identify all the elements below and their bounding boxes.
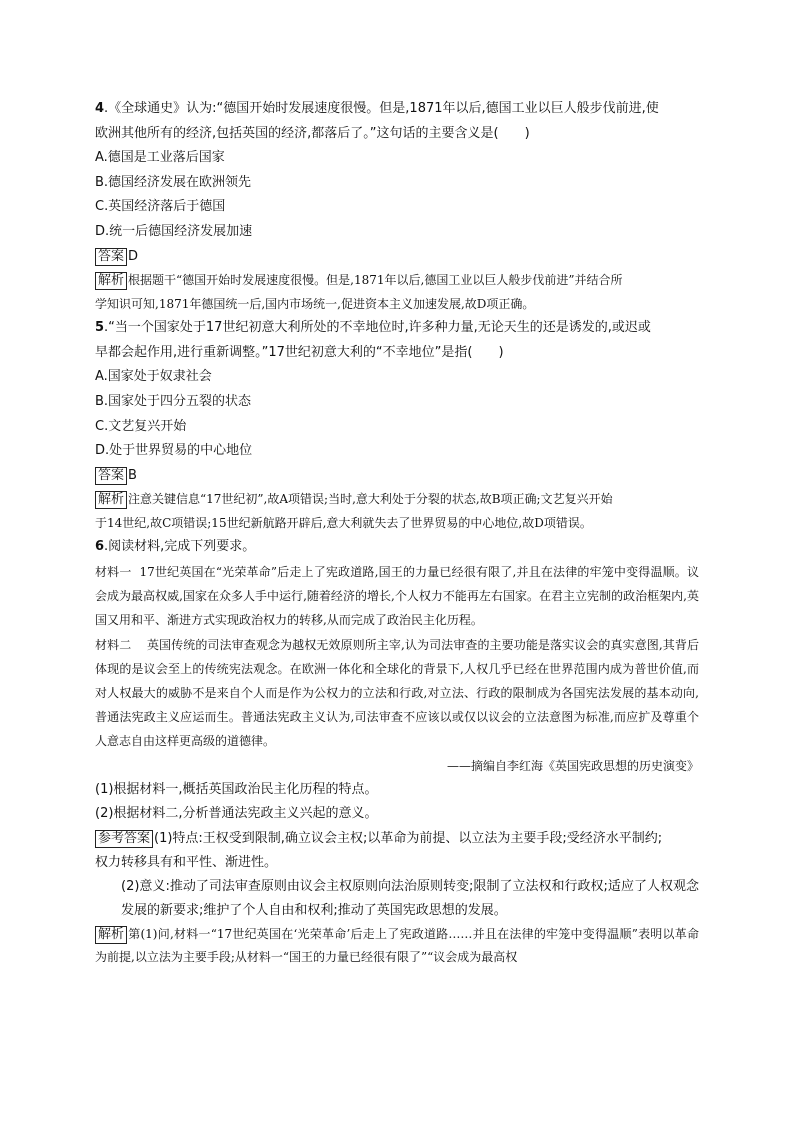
q6-material2 [95,633,699,754]
reference-answer-tag: 参考答案 [95,830,153,848]
q6-requirement1: (1)根据材料一,概括英国政治民主化历程的特点。 [95,781,378,797]
q5-stem-line2: 早都会起作用,进行重新调整。”17世纪初意大利的“不幸地位”是指( ) [95,344,504,360]
q6-stem: 6.阅读材料,完成下列要求。 [95,539,256,555]
q6-requirement2: (2)根据材料二,分析普通法宪政主义兴起的意义。 [95,806,378,822]
q4-explanation-line2: 学知识可知,1871年德国统一后,国内市场统一,促进资本主义加速发展,故D项正确。 [95,296,535,311]
q6-source: ——摘编自李红海《英国宪政思想的历史演变》 [446,758,699,773]
q5-answer [95,464,699,489]
material1-label: 材料一 [95,564,132,579]
q4-option-b: B.德国经济发展在欧洲领先 [95,174,252,190]
material2-text: 英国传统的司法审查观念为越权无效原则所主宰,认为司法审查的主要功能是落实议会的真实意图,其背后体现的是议会至上的传统宪法观念。在欧洲一体化和全球化的背景下,人权几乎已经在世界范围内成为普世价值,而对人权最大的威胁不是来自个人而是作为公权力的立法和行政,对立法、行政的限制成为各国宪法发展的基本动向,普通法宪政主义应运而生。普通法宪政主义认为,司法审查不应该以或仅以议会的立法意图为标准,而应扩及尊重个人意志自由这样更高级的道德律。 [95,637,699,749]
q5-explanation-line2: 于14世纪,故C项错误;15世纪新航路开辟后,意大利就失去了世界贸易的中心地位,故D项错误。 [95,515,592,530]
document-page [95,97,699,970]
q6-number: 6 [95,539,105,555]
explain-tag: 解析 [95,272,127,290]
q5-option-b: B.国家处于四分五裂的状态 [95,393,252,409]
q4-answer [95,245,699,270]
q4-option-c: C.英国经济落后于德国 [95,199,226,215]
q4-number: 4 [95,101,105,116]
q6-reference-answer: 参考答案 (1)特点:王权受到限制,确立议会主权;以革命为前提、以立法为主要手段;受经济水平制约; [95,827,699,851]
answer-tag: 答案 [95,248,127,266]
answer-tag: 答案 [95,467,127,485]
q5-stem-line1: 5.“当一个国家处于17世纪初意大利所处的不幸地位时,许多种力量,无论天生的还是诱发的,或迟或 [95,320,651,336]
q4-option-a: A.德国是工业落后国家 [95,150,225,166]
material2-label: 材料二 [95,637,132,652]
material1-text: 17世纪英国在“光荣革命”后走上了宪政道路,国王的力量已经很有限了,并且在法律的牢笼中变得温顺。议会成为最高权威,国家在众多人手中运行,随着经济的增长,个人权力不能再左右国家。在君主立宪制的政治框架内,英国又用和平、渐进方式实现政治权力的转移,从而完成了政治民主化历程。 [95,564,699,628]
q4-stem-line1: 4.《全球通史》认为:“德国开始时发展速度很慢。但是,1871年以后,德国工业以巨人般步伐前进,使 [95,101,659,116]
q4-explanation: 解析 根据题干“德国开始时发展速度很慢。但是,1871年以后,德国工业以巨人般步伐前进”并结合所 [95,269,699,293]
q4-stem-line2: 欧洲其他所有的经济,包括英国的经济,都落后了。”这句话的主要含义是( ) [95,125,530,141]
q4-answer-value: D [128,248,139,264]
q5-explanation: 解析 注意关键信息“17世纪初”,故A项错误;当时,意大利处于分裂的状态,故B项正确;文艺复兴开始 [95,488,699,512]
q5-option-d: D.处于世界贸易的中心地位 [95,443,253,459]
explain-tag: 解析 [95,926,127,944]
q6-material1 [95,560,699,633]
q6-reference-answer-part2: (2)意义:推动了司法审查原则由议会主权原则向法治原则转变;限制了立法权和行政权;适应了人权观念发展的新要求;维护了个人自由和权利;推动了英国宪政思想的发展。 [121,878,699,918]
explain-tag: 解析 [95,491,127,509]
q5-option-a: A.国家处于奴隶社会 [95,369,212,385]
q4-option-d: D.统一后德国经济发展加速 [95,223,253,239]
q6-explanation: 解析 第(1)问,材料一“17世纪英国在‘光荣革命’后走上了宪政道路……并且在法律的牢笼中变得温顺”表明以革命为前提,以立法为主要手段;从材料一“国王的力量已经很有限了”“议会成为最高权 [95,926,699,965]
q5-number: 5 [95,320,105,336]
q5-option-c: C.文艺复兴开始 [95,418,187,434]
q5-answer-value: B [128,467,137,483]
q6-reference-answer-line2: 权力转移具有和平性、渐进性。 [95,854,278,870]
